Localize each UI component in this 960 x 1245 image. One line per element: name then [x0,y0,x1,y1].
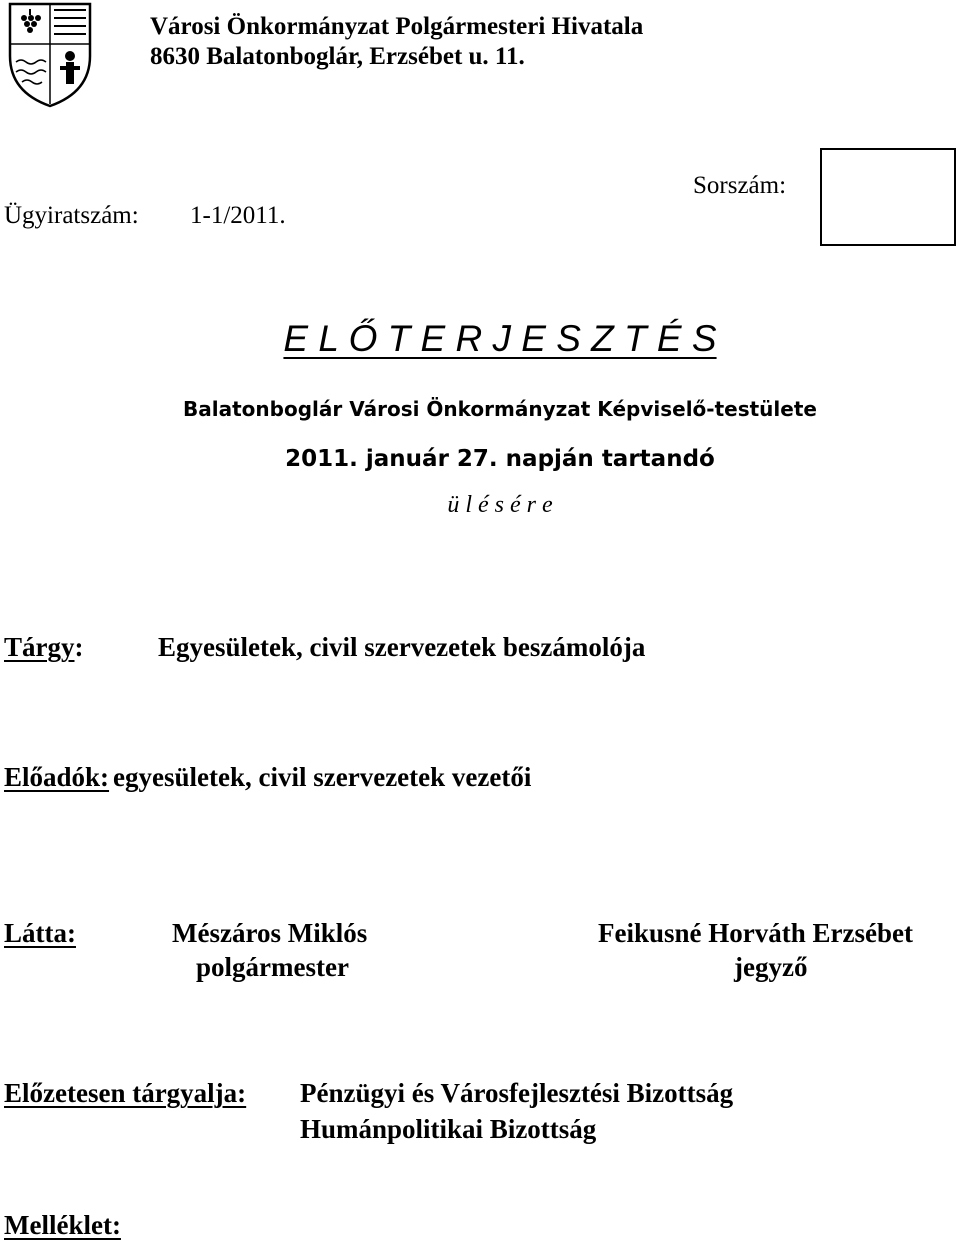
serial-number-box [820,148,956,246]
council-name: Balatonboglár Városi Önkormányzat Képviselő-testülete [183,397,817,421]
committee-finance: Pénzügyi és Városfejlesztési Bizottság [300,1078,734,1108]
document-title: E L Ő T E R J E S Z T É S [283,318,717,359]
presenters-value: egyesületek, civil szervezetek vezetői [113,762,532,792]
case-number-value: 1-1/2011. [190,202,286,229]
notary-name: Feikusné Horváth Erzsébet [598,918,913,948]
subject-value: Egyesületek, civil szervezetek beszámolója [158,632,646,662]
mayor-name: Mészáros Miklós [172,918,368,948]
case-number-label: Ügyiratszám: [4,202,139,229]
mayor-title: polgármester [196,952,349,982]
committee-human: Humánpolitikai Bizottság [300,1114,597,1144]
serial-number-label: Sorszám: [693,172,787,199]
seen-label: Látta: [4,918,76,948]
subject-colon: : [74,632,84,662]
notary-title: jegyző [734,952,808,982]
attachments-label: Melléklet: [4,1210,121,1240]
subject-label: Tárgy [4,632,75,662]
coat-of-arms-icon [4,0,96,108]
subject-label-row [4,632,84,663]
office-name: Városi Önkormányzat Polgármesteri Hivatala [150,13,644,40]
presenters-label: Előadók: [4,762,110,792]
presenters-row [4,762,531,793]
meeting-word: ü l é s é r e [447,492,553,518]
prior-review-label: Előzetesen tárgyalja: [4,1078,247,1108]
office-address: 8630 Balatonboglár, Erzsébet u. 11. [150,43,525,70]
meeting-date: 2011. január 27. napján tartandó [285,446,715,472]
